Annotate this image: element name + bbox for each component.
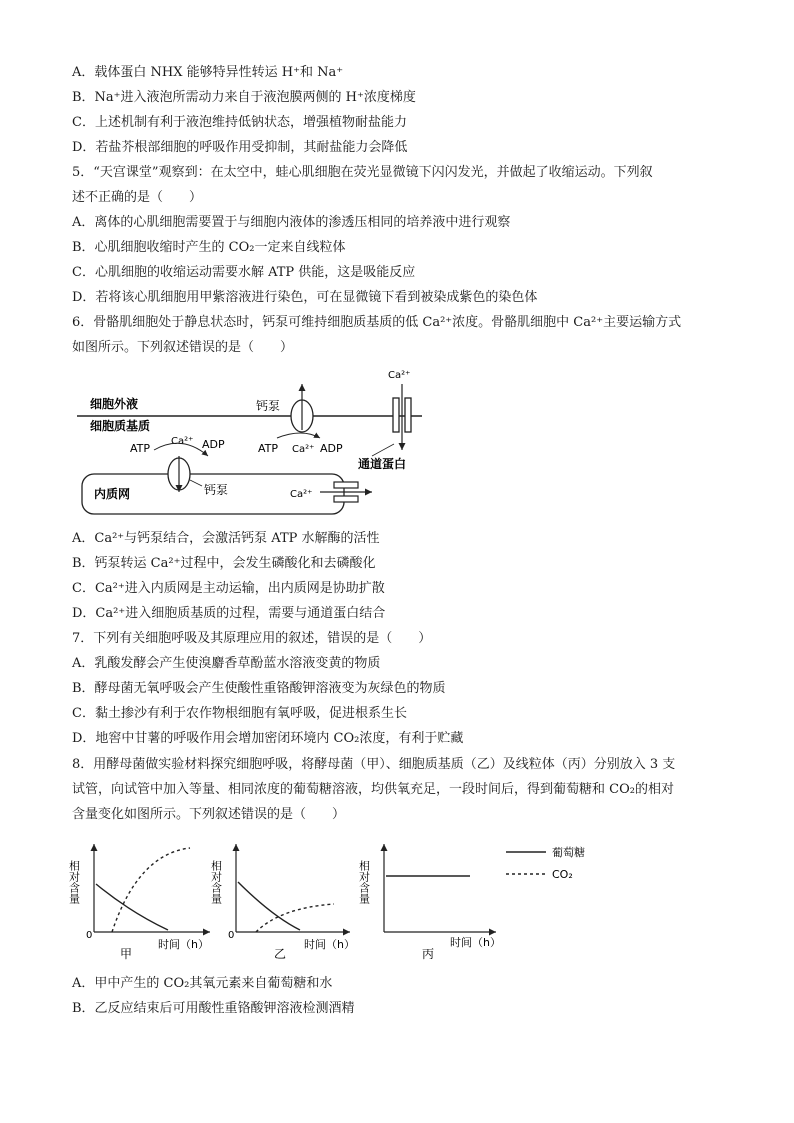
panel-label: 丙 <box>422 947 435 961</box>
er-adp-label: ADP <box>202 438 225 451</box>
pump-label: 钙泵 <box>256 399 281 413</box>
graph-panel-bing <box>358 844 501 961</box>
relative-content-graphs <box>60 838 585 968</box>
option-d: D．若将该心肌细胞用甲紫溶液进行染色，可在显微镜下看到被染成紫色的染色体 <box>72 290 538 305</box>
option-a: A．载体蛋白 NHX 能够特异性转运 H⁺和 Na⁺ <box>72 65 344 80</box>
option-a: A．离体的心肌细胞需要置于与细胞内液体的渗透压相同的培养液中进行观察 <box>72 215 511 230</box>
option-b: B．Na⁺进入液泡所需动力来自于液泡膜两侧的 H⁺浓度梯度 <box>72 90 416 105</box>
ylabel: 相对含量 <box>67 860 81 904</box>
option-b: B．酵母菌无氧呼吸会产生使酸性重铬酸钾溶液变为灰绿色的物质 <box>72 681 446 696</box>
option-a: A．甲中产生的 CO₂其氧元素来自葡萄糖和水 <box>72 976 333 991</box>
option-a: A．乳酸发酵会产生使溴麝香草酚蓝水溶液变黄的物质 <box>72 656 381 671</box>
question-8-stem-cont: 试管，向试管中加入等量、相同浓度的葡萄糖溶液，均供氧充足，一段时间后，得到葡萄糖和 CO₂的相对 <box>72 782 674 797</box>
xlabel: 时间（h） <box>158 938 209 951</box>
legend-glucose: 葡萄糖 <box>552 846 585 859</box>
question-8-stem-cont: 含量变化如图所示。下列叙述错误的是（ ） <box>72 807 346 822</box>
question-5-stem: 5．“天宫课堂”观察到：在太空中，蛙心肌细胞在荧光显微镜下闪闪发光，并做起了收缩运动。下列叙 <box>72 165 653 180</box>
question-7-stem: 7．下列有关细胞呼吸及其原理应用的叙述，错误的是（ ） <box>72 631 432 646</box>
atp-adp-arrow <box>277 433 320 438</box>
origin-label: 0 <box>86 930 93 941</box>
option-a: A．Ca²⁺与钙泵结合，会激活钙泵 ATP 水解酶的活性 <box>72 531 380 546</box>
origin-label: 0 <box>228 930 235 941</box>
glucose-curve <box>238 882 300 930</box>
channel-label: 通道蛋白 <box>358 457 407 471</box>
ca-top-label: Ca²⁺ <box>388 370 411 381</box>
graph-panel-jia <box>68 844 211 961</box>
panel-label: 乙 <box>274 947 287 961</box>
er-atp-label: ATP <box>130 442 151 455</box>
option-c: C．心肌细胞的收缩运动需要水解 ATP 供能，这是吸能反应 <box>72 265 416 280</box>
question-8-stem: 8．用酵母菌做实验材料探究细胞呼吸，将酵母菌（甲）、细胞质基质（乙）及线粒体（丙）分别放入 3 支 <box>72 757 676 772</box>
legend <box>506 845 585 881</box>
cytoplasm-label: 细胞质基质 <box>90 419 151 433</box>
er-label: 内质网 <box>94 487 131 501</box>
er-channel-bottom <box>334 496 358 502</box>
co2-curve <box>112 848 190 932</box>
atp-label: ATP <box>258 442 279 455</box>
er-ca-label: Ca²⁺ <box>171 436 194 447</box>
option-d: D．地窖中甘薯的呼吸作用会增加密闭环境内 CO₂浓度，有利于贮藏 <box>72 731 464 746</box>
er-channel-top <box>334 482 358 488</box>
xlabel: 时间（h） <box>304 938 355 951</box>
xlabel: 时间（h） <box>450 936 501 949</box>
er-channel-ca-label: Ca²⁺ <box>290 489 313 500</box>
panel-label: 甲 <box>120 947 133 961</box>
option-c: C．Ca²⁺进入内质网是主动运输，出内质网是协助扩散 <box>72 581 385 596</box>
option-c: C．上述机制有利于液泡维持低钠状态，增强植物耐盐能力 <box>72 115 407 130</box>
outside-label: 细胞外液 <box>90 397 139 411</box>
membrane-channel-right <box>405 398 411 432</box>
graph-panel-yi <box>210 844 355 961</box>
option-b: B．心肌细胞收缩时产生的 CO₂一定来自线粒体 <box>72 240 346 255</box>
ca-label: Ca²⁺ <box>292 444 315 455</box>
channel-pointer <box>372 444 394 456</box>
legend-co2: CO₂ <box>552 868 573 881</box>
option-b: B．乙反应结束后可用酸性重铬酸钾溶液检测酒精 <box>72 1001 355 1016</box>
membrane-channel-left <box>393 398 399 432</box>
calcium-transport-diagram <box>72 364 432 524</box>
glucose-curve <box>96 884 168 930</box>
question-6-stem: 6．骨骼肌细胞处于静息状态时，钙泵可维持细胞质基质的低 Ca²⁺浓度。骨骼肌细胞中 Ca²⁺主要运输方式 <box>72 315 682 330</box>
option-d: D．Ca²⁺进入细胞质基质的过程，需要与通道蛋白结合 <box>72 606 386 621</box>
option-c: C．黏土掺沙有利于农作物根细胞有氧呼吸，促进根系生长 <box>72 706 407 721</box>
ylabel: 相对含量 <box>357 860 371 904</box>
question-6-stem-cont: 如图所示。下列叙述错误的是（ ） <box>72 340 294 355</box>
option-d: D．若盐芥根部细胞的呼吸作用受抑制，其耐盐能力会降低 <box>72 140 408 155</box>
adp-label: ADP <box>320 442 343 455</box>
er-pump-label: 钙泵 <box>204 483 229 497</box>
option-b: B．钙泵转运 Ca²⁺过程中，会发生磷酸化和去磷酸化 <box>72 556 376 571</box>
ylabel: 相对含量 <box>209 860 223 904</box>
question-5-stem-cont: 述不正确的是（ ） <box>72 190 203 205</box>
